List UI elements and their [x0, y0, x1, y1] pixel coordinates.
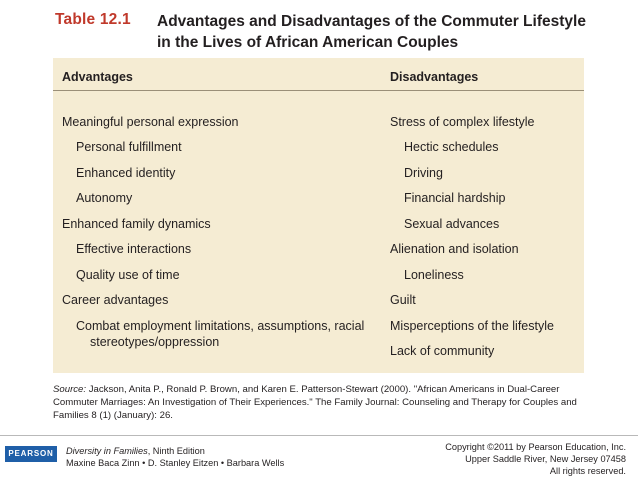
disadvantage-item: Driving: [404, 166, 443, 180]
book-title-line: [66, 445, 284, 457]
advantage-item: Enhanced identity: [76, 166, 176, 180]
source-note: [53, 383, 593, 422]
book-info: [66, 445, 284, 469]
disadvantage-item: Lack of community: [390, 344, 495, 358]
copyright-line: Copyright ©2011 by Pearson Education, Inc.: [445, 442, 626, 452]
advantage-item: Effective interactions: [76, 242, 192, 256]
copyright-notice: [445, 441, 626, 477]
disadvantage-item: Misperceptions of the lifestyle: [390, 319, 554, 333]
table-label: Table 12.1: [55, 11, 131, 28]
source-text: Jackson, Anita P., Ronald P. Brown, and Karen E. Patterson-Stewart (2000). "African Americans in Dual-Career Commuter Marriages: An Investigation of Their Experiences." The Family Journal: Counseling and Therapy for Couples and Families 8 (1) (January): 26.: [53, 384, 577, 421]
disadvantage-item: Guilt: [390, 293, 416, 307]
disadvantage-item: Stress of complex lifestyle: [390, 115, 535, 129]
advantage-item: Autonomy: [76, 191, 133, 205]
advantages-header: Advantages: [62, 70, 133, 84]
disadvantages-header: Disadvantages: [390, 70, 479, 84]
advantage-item: Quality use of time: [76, 268, 180, 282]
disadvantage-item: Alienation and isolation: [390, 242, 519, 256]
source-label: Source:: [53, 384, 87, 395]
pearson-logo: PEARSON: [5, 446, 57, 462]
footer-divider: [0, 435, 638, 436]
advantage-item: Combat employment limitations, assumptions, racial stereotypes/oppression: [76, 319, 365, 349]
header-divider: [53, 90, 584, 91]
disadvantage-item: Hectic schedules: [404, 140, 499, 154]
advantage-item: Meaningful personal expression: [62, 115, 239, 129]
advantage-item: Career advantages: [62, 293, 169, 307]
table-panel: [53, 58, 584, 373]
book-edition: , Ninth Edition: [147, 446, 205, 456]
advantage-item: Personal fulfillment: [76, 140, 182, 154]
disadvantage-item: Sexual advances: [404, 217, 500, 231]
book-authors: Maxine Baca Zinn • D. Stanley Eitzen • Barbara Wells: [66, 458, 285, 468]
book-title: Diversity in Families: [66, 446, 148, 456]
disadvantage-item: Loneliness: [404, 268, 464, 282]
advantage-item: Enhanced family dynamics: [62, 217, 211, 231]
copyright-line: All rights reserved.: [549, 466, 626, 476]
copyright-line: Upper Saddle River, New Jersey 07458: [465, 454, 626, 464]
disadvantage-item: Financial hardship: [404, 191, 506, 205]
page-title: Advantages and Disadvantages of the Commuter Lifestyle in the Lives of African American Couples: [157, 13, 586, 51]
